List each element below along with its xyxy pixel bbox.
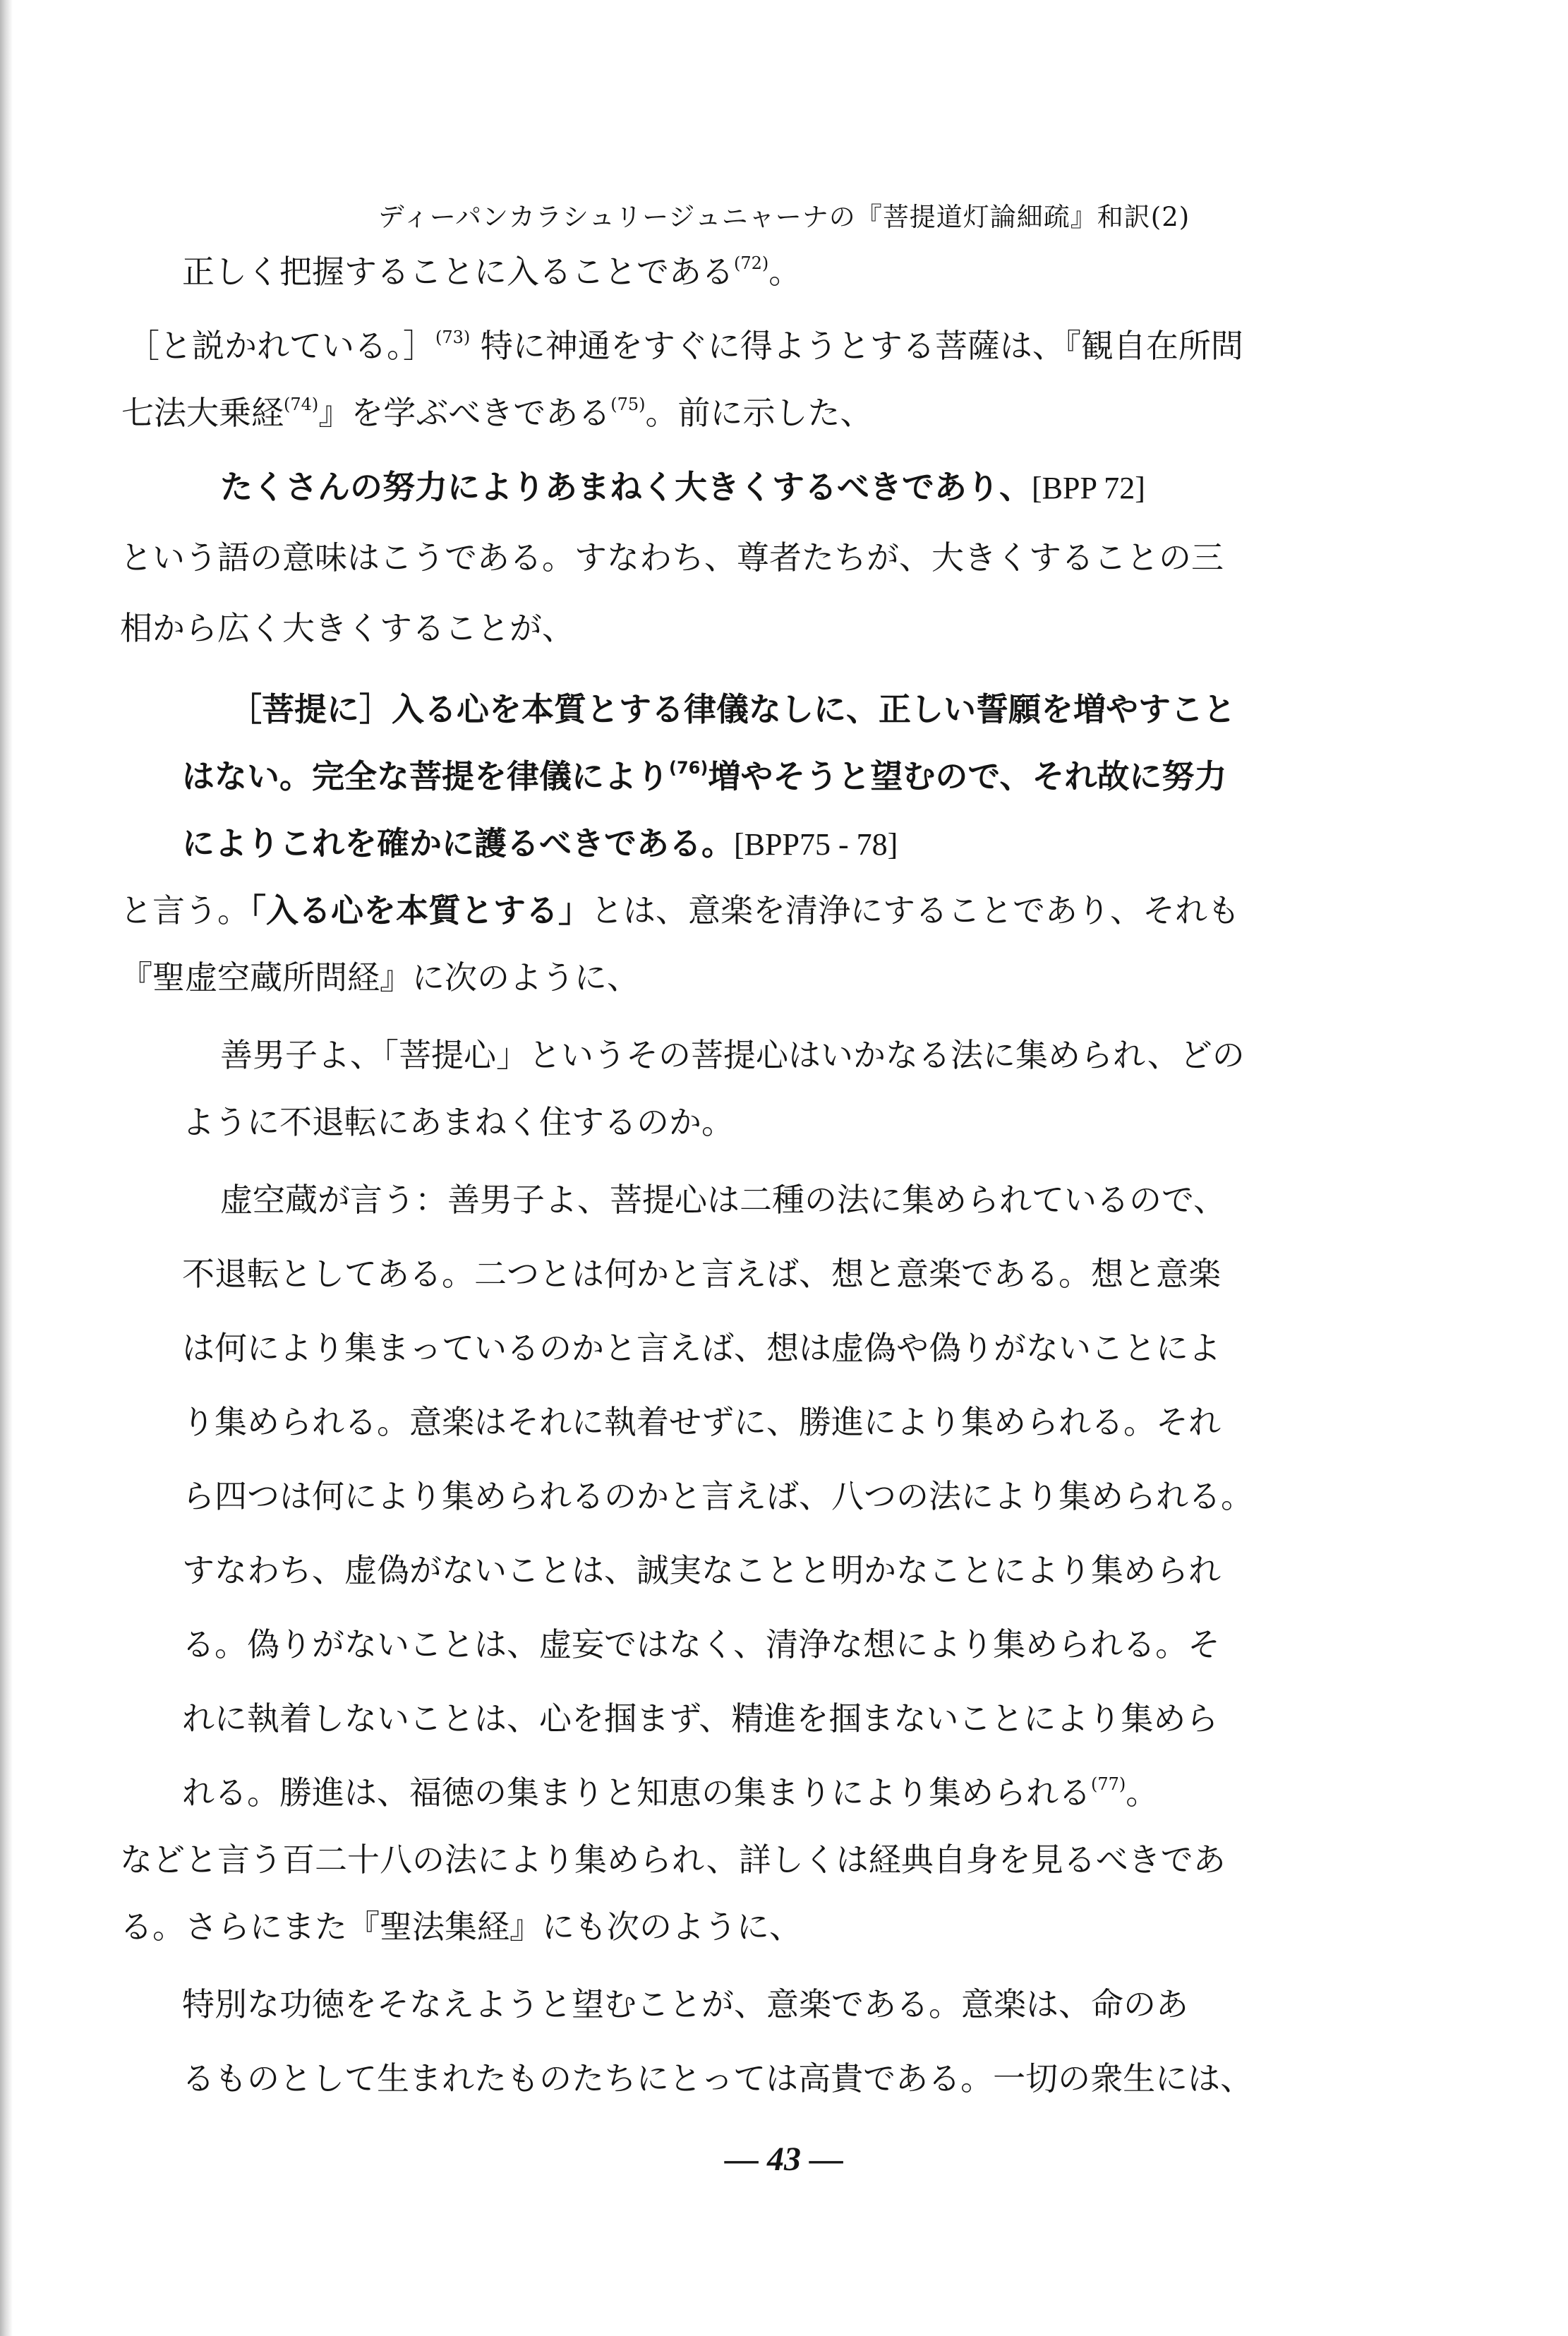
sutra-quote-line-3: 虚空蔵が言う：善男子よ、菩提心は二種の法に集められているので、 xyxy=(220,1181,1226,1219)
body-line-3: 七法大乗経$^{(74)}$』を学ぶべきである$^{(75)}$。前に示した、 xyxy=(121,394,873,432)
sutra-quote-line-2: ように不退転にあまねく住するのか。 xyxy=(182,1103,734,1141)
footnote-ref: (74) xyxy=(284,395,319,414)
sutra-quote-line-6: り集められる。意楽はそれに執着せずに、勝進により集められる。それ xyxy=(182,1403,1221,1441)
sutra-quote-line-1: 善男子よ、「菩提心」というその菩提心はいかなる法に集められ、どの xyxy=(220,1036,1245,1074)
body-line-6: 相から広く大きくすることが、 xyxy=(120,609,574,647)
sutra-quote-line-5: は何により集まっているのかと言えば、想は虚偽や偽りがないことによ xyxy=(182,1329,1221,1367)
sutra-quote-line-4: 不退転としてある。二つとは何かと言えば、想と意楽である。想と意楽 xyxy=(182,1255,1221,1293)
citation-bpp75-78: [BPP75 - 78] xyxy=(734,827,898,862)
quote-line-7: ［菩提に］入る心を本質とする律儀なしに、正しい誓願を増やすこと xyxy=(229,690,1236,728)
running-header: ディーパンカラシュリージュニャーナの『菩提道灯論細疏』和訳(2) xyxy=(378,202,1190,232)
quote-line-bpp72: たくさんの努力によりあまねく大きくするべきであり、[BPP 72] xyxy=(220,468,1145,506)
page-number: — 43 — xyxy=(725,2141,843,2178)
sutra-quote2-line-2: るものとして生まれたものたちにとっては高貴である。一切の衆生には、 xyxy=(182,2059,1253,2097)
footnote-ref: (76) xyxy=(669,758,708,778)
body-line-10: と言う。「入る心を本質とする」とは、意楽を清浄にすることであり、それも xyxy=(120,891,1240,929)
footnote-ref: (75) xyxy=(610,395,646,414)
body-line-24: る。さらにまた『聖法集経』にも次のように、 xyxy=(120,1908,802,1946)
footnote-ref: (77) xyxy=(1091,1774,1126,1794)
body-line-23: などと言う百二十八の法により集められ、詳しくは経典自身を見るべきであ xyxy=(120,1841,1226,1879)
citation-bpp72: [BPP 72] xyxy=(1032,471,1145,505)
scan-edge-shadow xyxy=(0,0,13,2336)
body-line-2: ［と説かれている。］$^{(73)}$ 特に神通をすぐに得ようとする菩薩は、『観自在所問 xyxy=(127,327,1243,365)
sutra-quote-line-7: ら四つは何により集められるのかと言えば、八つの法により集められる。 xyxy=(182,1477,1253,1515)
sutra-quote-line-8: すなわち、虚偽がないことは、誠実なことと明かなことにより集められ xyxy=(182,1551,1221,1589)
sutra-quote-line-9: る。偽りがないことは、虚妄ではなく、清浄な想により集められる。そ xyxy=(182,1625,1221,1663)
sutra-quote-line-10: れに執着しないことは、心を掴まず、精進を掴まないことにより集めら xyxy=(182,1699,1219,1738)
body-line-1: 正しく把握することに入ることである$^{(72)}$。 xyxy=(182,253,802,291)
footnote-ref: (72) xyxy=(734,253,769,273)
sutra-quote-line-11: れる。勝進は、福徳の集まりと知恵の集まりにより集められる$^{(77)}$。 xyxy=(182,1774,1159,1812)
footnote-ref: (73) xyxy=(435,327,471,347)
quote-line-8: はない。完全な菩提を律儀により$^{(76)}$増やそうと望むので、それ故に努力 xyxy=(182,757,1227,795)
quote-line-9: によりこれを確かに護るべきである。[BPP75 - 78] xyxy=(182,824,898,862)
body-line-5: という語の意味はこうである。すなわち、尊者たちが、大きくすることの三 xyxy=(120,538,1224,577)
sutra-quote2-line-1: 特別な功徳をそなえようと望むことが、意楽である。意楽は、命のあ xyxy=(182,1985,1188,2023)
body-line-11: 『聖虚空蔵所問経』に次のように、 xyxy=(120,958,639,997)
